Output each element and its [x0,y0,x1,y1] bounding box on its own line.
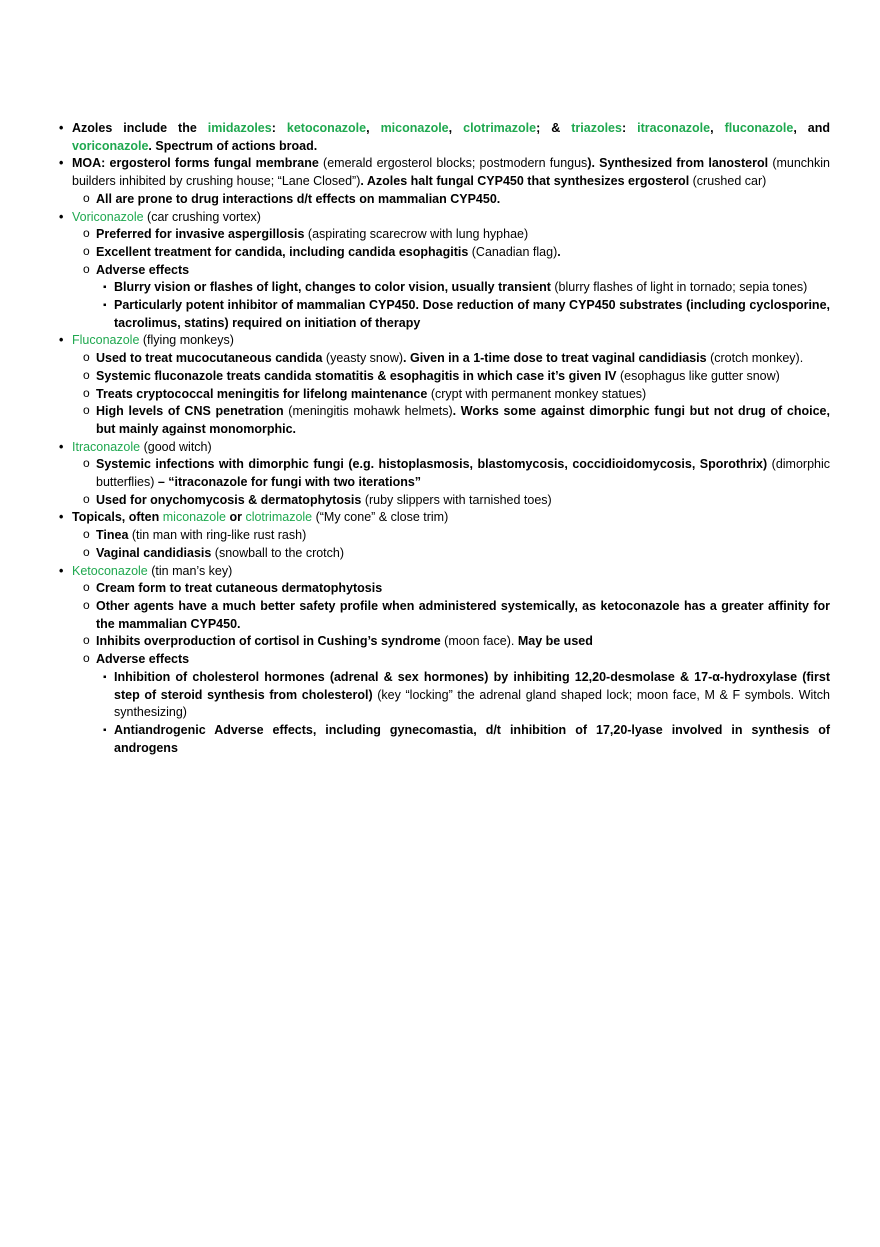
list-item: o Adverse effects ▪ Inhibition of cholesterol hormones (adrenal & sex hormones) by inhibiting 12,20-desmolase & 17-α-hydroxylase (first step of steroid synthesis from cholesterol) (key “locking” the adrenal gland shaped lock; moon face, M & F symbols. Witch synthesizing) ▪ Antiandrogenic Adverse effects, including gynecomastia, d/t inhibition of 17,20-lyase involved in synthesis of androgens [82,651,830,757]
list-item: o Used for onychomycosis & dermatophytosis (ruby slippers with tarnished toes) [82,492,830,510]
list-item: ▪ Antiandrogenic Adverse effects, including gynecomastia, d/t inhibition of 17,20-lyase involved in synthesis of androgens [100,722,830,757]
list-item: o Other agents have a much better safety profile when administered systemically, as ketoconazole has a greater affinity for the mammalian CYP450. [82,598,830,633]
list-item: ▪ Inhibition of cholesterol hormones (adrenal & sex hormones) by inhibiting 12,20-desmolase & 17-α-hydroxylase (first step of steroid synthesis from cholesterol) (key “locking” the adrenal gland shaped lock; moon face, M & F symbols. Witch synthesizing) [100,669,830,722]
list-item: o Inhibits overproduction of cortisol in Cushing’s syndrome (moon face). May be used [82,633,830,651]
list-item: ▪ Blurry vision or flashes of light, changes to color vision, usually transient (blurry flashes of light in tornado; sepia tones) [100,279,830,297]
topicals-item: • Topicals, often miconazole or clotrimazole (“My cone” & close trim) o Tinea (tin man with ring-like rust rash) o Vaginal candidiasis (snowball to the crotch) [58,509,830,562]
list-item: o Used to treat mucocutaneous candida (yeasty snow). Given in a 1-time dose to treat vaginal candidiasis (crotch monkey). [82,350,830,368]
list-item: o Treats cryptococcal meningitis for lifelong maintenance (crypt with permanent monkey statues) [82,386,830,404]
list-item: ▪ Particularly potent inhibitor of mammalian CYP450. Dose reduction of many CYP450 substrates (including cyclosporine, tacrolimus, statins) required on initiation of therapy [100,297,830,332]
fluconazole-item: • Fluconazole (flying monkeys) o Used to treat mucocutaneous candida (yeasty snow). Given in a 1-time dose to treat vaginal candidiasis (crotch monkey). o Systemic fluconazole treats candida stomatitis & esophagitis in which case it’s given IV (esophagus like gutter snow) o Treats cryptococcal meningitis for lifelong maintenance (crypt with permanent monkey statues) o High levels of CNS penetration (meningitis mohawk helmets). Works some against dimorphic fungi but not drug of choice, but mainly against monomorphic. [58,332,830,438]
voriconazole-heading: Voriconazole [72,209,144,224]
fluconazole-heading: Fluconazole [72,333,140,348]
moa-sub-item: o All are prone to drug interactions d/t effects on mammalian CYP450. [82,191,830,209]
notes-list [58,120,830,757]
list-item: o Excellent treatment for candida, including candida esophagitis (Canadian flag). [82,244,830,262]
ketoconazole-item: • Ketoconazole (tin man’s key) o Cream form to treat cutaneous dermatophytosis o Other agents have a much better safety profile when administered systemically, as ketoconazole has a greater affinity for the mammalian CYP450. o Inhibits overproduction of cortisol in Cushing’s syndrome (moon face). May be used o Adverse effects ▪ Inhibition of cholesterol hormones (adrenal & sex hormones) by inhibiting 12,20-desmolase & 17-α-hydroxylase (first step of steroid synthesis from cholesterol) (key “locking” the adrenal gland shaped lock; moon face, M & F symbols. Witch synthesizing) ▪ Antiandrogenic Adverse effects, including gynecomastia, d/t inhibition of 17,20-lyase involved in synthesis of androgens [58,563,830,758]
azoles-item: • Azoles include the imidazoles: ketoconazole, miconazole, clotrimazole; & triazoles: itraconazole, fluconazole, and voriconazole. Spectrum of actions broad. [58,120,830,155]
itraconazole-heading: Itraconazole [72,439,141,454]
list-item: o Adverse effects ▪ Blurry vision or flashes of light, changes to color vision, usually transient (blurry flashes of light in tornado; sepia tones) ▪ Particularly potent inhibitor of mammalian CYP450. Dose reduction of many CYP450 substrates (including cyclosporine, tacrolimus, statins) required on initiation of therapy [82,262,830,333]
moa-item: • MOA: ergosterol forms fungal membrane (emerald ergosterol blocks; postmodern fungus). Synthesized from lanosterol (munchkin builders inhibited by crushing house; “Lane Closed”). Azoles halt fungal CYP450 that synthesizes ergosterol (crushed car) o All are prone to drug interactions d/t effects on mammalian CYP450. [58,155,830,208]
list-item: o Systemic infections with dimorphic fungi (e.g. histoplasmosis, blastomycosis, coccidioidomycosis, Sporothrix) (dimorphic butterflies) – “itraconazole for fungi with two iterations” [82,456,830,491]
list-item: o Systemic fluconazole treats candida stomatitis & esophagitis in which case it’s given IV (esophagus like gutter snow) [82,368,830,386]
list-item: o High levels of CNS penetration (meningitis mohawk helmets). Works some against dimorphic fungi but not drug of choice, but mainly against monomorphic. [82,403,830,438]
list-item: o Tinea (tin man with ring-like rust rash) [82,527,830,545]
voriconazole-item: • Voriconazole (car crushing vortex) o Preferred for invasive aspergillosis (aspirating scarecrow with lung hyphae) o Excellent treatment for candida, including candida esophagitis (Canadian flag). o Adverse effects ▪ Blurry vision or flashes of light, changes to color vision, usually transient (blurry flashes of light in tornado; sepia tones) ▪ Particularly potent inhibitor of mammalian CYP450. Dose reduction of many CYP450 substrates (including cyclosporine, tacrolimus, statins) required on initiation of therapy [58,209,830,333]
list-item: o Vaginal candidiasis (snowball to the crotch) [82,545,830,563]
list-item: o Preferred for invasive aspergillosis (aspirating scarecrow with lung hyphae) [82,226,830,244]
list-item: o Cream form to treat cutaneous dermatophytosis [82,580,830,598]
itraconazole-item: • Itraconazole (good witch) o Systemic infections with dimorphic fungi (e.g. histoplasmosis, blastomycosis, coccidioidomycosis, Sporothrix) (dimorphic butterflies) – “itraconazole for fungi with two iterations” o Used for onychomycosis & dermatophytosis (ruby slippers with tarnished toes) [58,439,830,510]
ketoconazole-heading: Ketoconazole [72,563,148,578]
